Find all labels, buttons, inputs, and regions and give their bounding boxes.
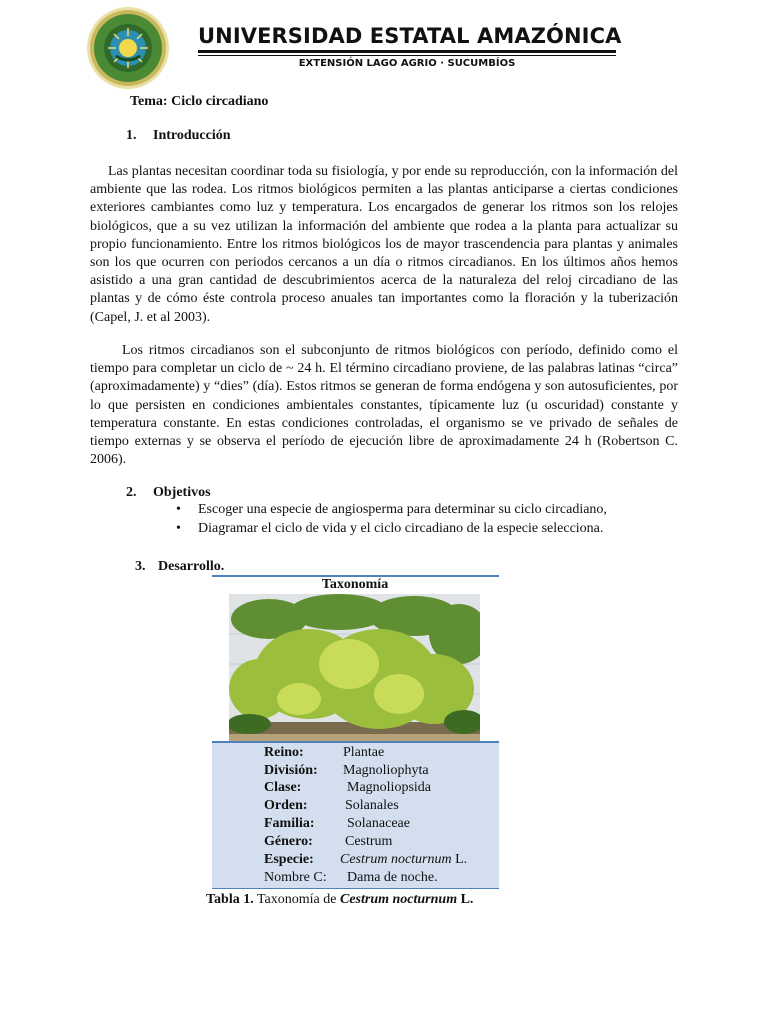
section-heading-introduccion — [126, 128, 231, 144]
section-number: 2. — [126, 485, 137, 500]
section-heading-desarrollo — [135, 559, 224, 575]
row-label: Reino: — [264, 745, 304, 760]
caption-label: Tabla 1. — [206, 892, 254, 907]
row-label: División: — [264, 763, 318, 778]
row-label: Nombre C: — [264, 870, 327, 885]
section-title: Desarrollo. — [158, 559, 225, 574]
university-title: UNIVERSIDAD ESTATAL AMAZÓNICA — [198, 24, 622, 48]
cestrum-shrub-photo — [229, 594, 480, 741]
extension-subtitle: EXTENSIÓN LAGO AGRIO · SUCUMBÍOS — [298, 58, 516, 69]
table-bottom-rule — [212, 888, 499, 889]
section-title: Objetivos — [153, 485, 211, 500]
header-rule-thick — [198, 50, 616, 53]
row-label: Especie: — [264, 852, 314, 867]
section-number: 1. — [126, 128, 137, 143]
list-item — [176, 521, 607, 540]
header-rule-thin — [198, 55, 616, 56]
table-row — [264, 798, 399, 814]
row-value: Magnoliopsida — [347, 780, 431, 795]
bullet-icon: • — [176, 502, 181, 517]
row-value: Solanaceae — [347, 816, 410, 831]
section-title: Introducción — [153, 128, 231, 143]
list-item — [176, 502, 607, 521]
row-value: Solanales — [345, 798, 399, 813]
table-row — [264, 834, 393, 850]
row-label: Género: — [264, 834, 313, 849]
table-caption — [206, 892, 473, 908]
table-row — [264, 745, 385, 761]
table-row — [264, 870, 438, 886]
intro-paragraph-2: Los ritmos circadianos son el subconjunto de ritmos biológicos con período, definido como el tiempo para completar un ciclo de ~ 24 h. El término circadiano proviene, de las palabras latinas “circa” (aproximadamente) y “dies” (día). Estos ritmos se generan de forma endógena y son autosuficientes, por lo que persisten en condiciones ambientales constantes, típicamente luz (u oscuridad) constante y temperatura constante. En estas condiciones controladas, el organismo se ve privado de señales de tiempo externas y se observa el período de ejecución libre de aproximadamente 24 h (Robertson C. 2006). — [90, 343, 678, 468]
row-value-italic: Cestrum nocturnum — [340, 852, 452, 867]
row-value: Plantae — [343, 745, 385, 760]
taxonomy-title: Taxonomía — [321, 577, 389, 592]
row-label: Clase: — [264, 780, 302, 795]
row-value: Magnoliophyta — [343, 763, 429, 778]
intro-paragraph-1: Las plantas necesitan coordinar toda su fisiología, y por ende su reproducción, con la información del ambiente que las rodea. Los ritmos biológicos permiten a las plantas anticiparse a ciertas condiciones exteriores cambiantes como luz y temperatura. Los encargados de generar los ritmos son los relojes biológicos, que a su vez utilizan la información del ambiente que rodea a la planta para actualizar su propio funcionamiento. Entre los ritmos biológicos los de mayor trascendencia para plantas y animales son los que ocurren con periodos cercanos a un día o ritmos circadianos. En los últimos años hemos asistido a una gran cantidad de descubrimientos acerca de la naturaleza del reloj circadiano de las plantas y de cómo éste controla proceso anuales tan importantes como la floración y la tuberización (Capel, J. et al 2003). — [90, 164, 678, 325]
row-label: Orden: — [264, 798, 308, 813]
university-seal-icon — [86, 6, 170, 90]
row-value-suffix: L. — [451, 852, 468, 867]
bullet-icon: • — [176, 521, 181, 536]
table-row — [264, 780, 431, 796]
caption-species: Cestrum nocturnum — [339, 892, 458, 907]
row-value: Cestrum — [345, 834, 393, 849]
row-label: Familia: — [264, 816, 315, 831]
section-heading-objetivos — [126, 485, 211, 501]
section-number: 3. — [135, 559, 146, 574]
table-row — [264, 763, 429, 779]
row-value: Dama de noche. — [347, 870, 438, 885]
table-row — [264, 852, 468, 868]
objectives-list — [176, 502, 607, 540]
topic-title: Tema: Ciclo circadiano — [130, 94, 269, 109]
caption-text: Taxonomía de — [253, 892, 340, 907]
caption-suffix: L. — [457, 892, 474, 907]
objective-text: Diagramar el ciclo de vida y el ciclo circadiano de la especie selecciona. — [198, 521, 604, 536]
table-row — [264, 816, 410, 832]
objective-text: Escoger una especie de angiosperma para determinar su ciclo circadiano, — [198, 502, 607, 517]
